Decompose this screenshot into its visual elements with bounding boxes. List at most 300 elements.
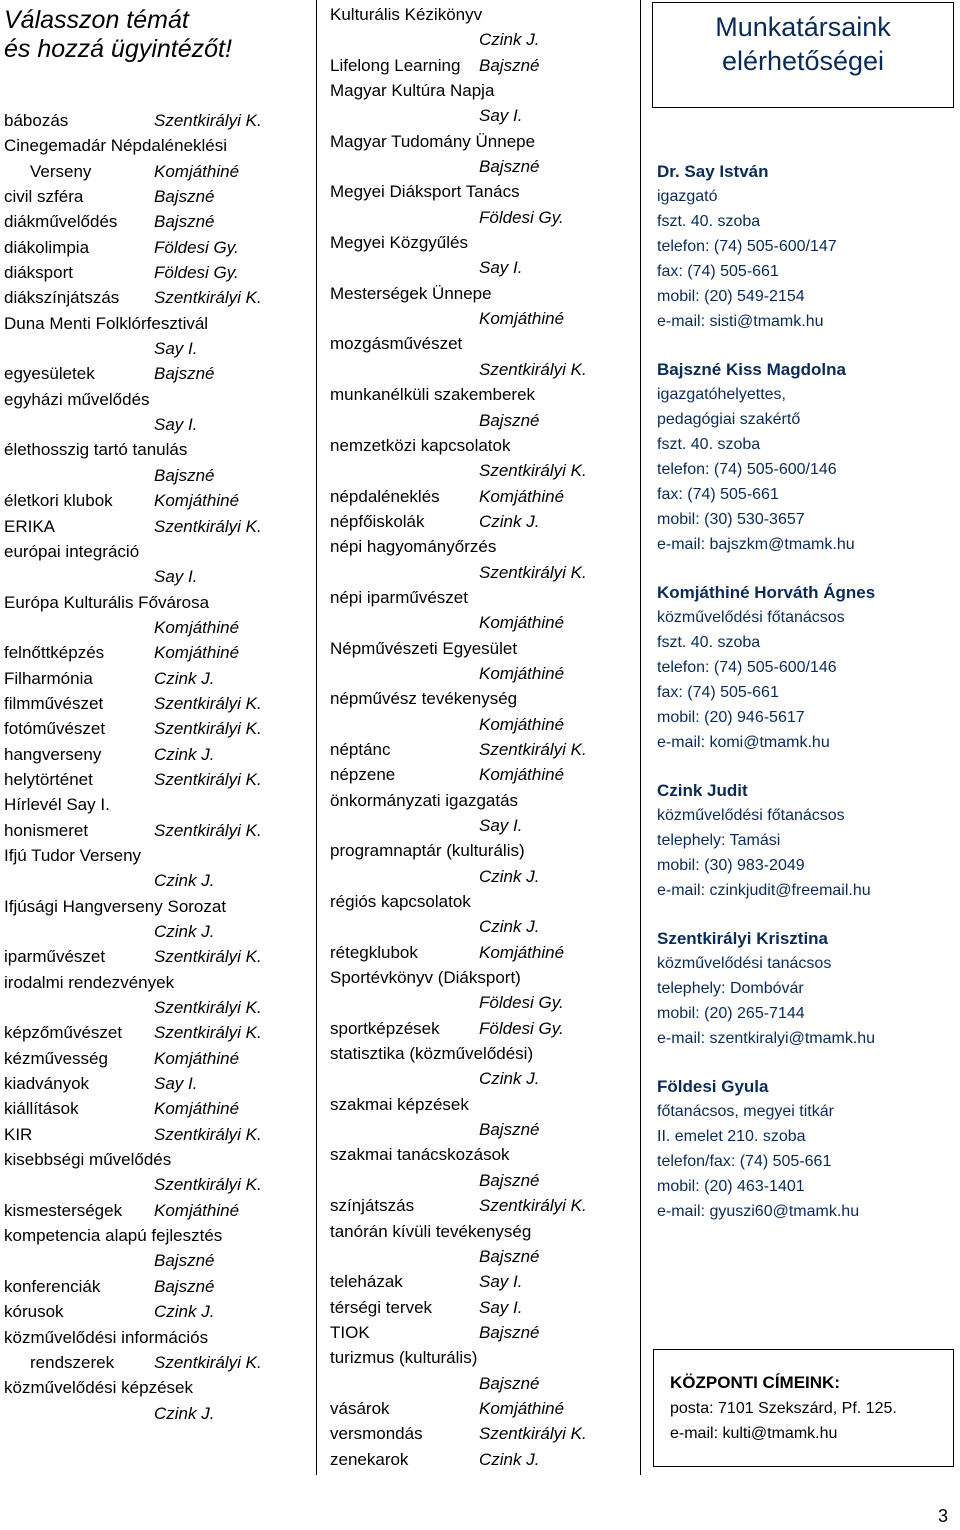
topic-row — [4, 1299, 310, 1324]
contact-person-name: Czink J. — [154, 668, 215, 688]
topic-row — [4, 1223, 310, 1248]
contact-person-name: Czink J. — [154, 744, 215, 764]
topic-row — [330, 2, 630, 27]
contact-detail: e-mail: czinkjudit@freemail.hu — [657, 882, 871, 899]
contact-person-name: Földesi Gy. — [479, 1018, 564, 1038]
topic-label: zenekarok — [330, 1449, 409, 1469]
topic-row — [330, 661, 630, 686]
contact-person-name: Földesi Gy. — [479, 207, 564, 227]
contact-person-name: Say I. — [479, 1297, 523, 1317]
topic-label: konferenciák — [4, 1276, 101, 1296]
topic-row — [330, 1396, 630, 1421]
contact-detail: e-mail: bajszkm@tmamk.hu — [657, 536, 855, 553]
contact-detail: telefon: (74) 505-600/147 — [657, 238, 837, 255]
contact-person-name: Komjáthiné — [479, 942, 565, 962]
topic-row — [4, 1401, 310, 1426]
topic-label: szakmai tanácskozások — [330, 1145, 510, 1165]
contact-detail: mobil: (20) 946-5617 — [657, 709, 805, 726]
topic-row — [330, 1041, 630, 1066]
topic-label: ERIKA — [4, 516, 56, 536]
contact-detail: fszt. 40. szoba — [657, 634, 761, 651]
topic-label: Hírlevél Say I. — [4, 795, 110, 815]
topic-label: Megyei Közgyűlés — [330, 233, 468, 253]
topic-row — [4, 463, 310, 488]
topic-row — [4, 539, 310, 564]
topic-row — [330, 940, 630, 965]
topic-row — [4, 133, 310, 158]
contact-person-name: Komjáthiné — [479, 486, 565, 506]
contact-person-name: Szentkirályi K. — [154, 516, 262, 536]
contact-person-name: Szentkirályi K. — [154, 998, 262, 1018]
contact-person-name: Say I. — [154, 415, 198, 435]
topic-label: sportképzések — [330, 1018, 440, 1038]
topic-row — [4, 336, 310, 361]
contact-person-name: Szentkirályi K. — [479, 739, 587, 759]
topic-row — [330, 1371, 630, 1396]
topic-row — [330, 484, 630, 509]
topic-row — [330, 1295, 630, 1320]
topic-row — [4, 209, 310, 234]
topic-row — [330, 103, 630, 128]
topic-row — [330, 813, 630, 838]
contact-person-name: Bajszné — [479, 1246, 540, 1266]
staff-heading-box — [652, 2, 954, 108]
contact-person-name: Bajszné — [154, 212, 215, 232]
topic-row — [330, 1320, 630, 1345]
topic-label: kisebbségi művelődés — [4, 1150, 172, 1170]
contact-person-name: Bajszné — [154, 465, 215, 485]
topic-row — [4, 387, 310, 412]
topic-row — [4, 1071, 310, 1096]
contact-person-name: Czink J. — [154, 1302, 215, 1322]
topic-row — [4, 1375, 310, 1400]
topic-row — [4, 437, 310, 462]
contact-detail: mobil: (20) 549-2154 — [657, 288, 805, 305]
topic-label: teleházak — [330, 1272, 403, 1292]
topic-label: programnaptár (kulturális) — [330, 841, 525, 861]
contact-detail: e-mail: gyuszi60@tmamk.hu — [657, 1203, 860, 1220]
staff-heading-line1: Munkatársaink — [715, 12, 891, 42]
topic-row — [330, 914, 630, 939]
topic-column-middle — [330, 0, 630, 1472]
topic-label: hangverseny — [4, 744, 102, 764]
contact-person-name: Komjáthiné — [479, 765, 565, 785]
contact-detail: telefon: (74) 505-600/146 — [657, 461, 837, 478]
contact-person-name: Komjáthiné — [154, 1200, 240, 1220]
topic-row — [330, 990, 630, 1015]
contact-detail: mobil: (20) 463-1401 — [657, 1178, 805, 1195]
topic-row — [330, 534, 630, 559]
contact-person-name: Földesi Gy. — [154, 263, 239, 283]
topic-row — [330, 610, 630, 635]
topic-label: Népművészeti Egyesület — [330, 638, 518, 658]
contact-detail: igazgató — [657, 188, 718, 205]
topic-row — [4, 488, 310, 513]
contact-detail: mobil: (20) 265-7144 — [657, 1005, 805, 1022]
column-divider-right — [640, 0, 641, 1475]
topic-row — [4, 1248, 310, 1273]
contact-detail: e-mail: sisti@tmamk.hu — [657, 313, 824, 330]
topic-label: nemzetközi kapcsolatok — [330, 435, 511, 455]
contact-person-name: Czink J. — [154, 922, 215, 941]
topic-row — [4, 767, 310, 792]
contact-person-name: Komjáthiné — [154, 617, 240, 637]
topic-row — [330, 1092, 630, 1117]
contact-person-name: Szentkirályi K. — [154, 1124, 262, 1144]
topic-label: civil szféra — [4, 187, 84, 207]
topic-label: népművész tevékenység — [330, 689, 518, 709]
contact-person-name: Szentkirályi K. — [154, 1175, 262, 1195]
topic-label: honismeret — [4, 820, 89, 840]
topic-row — [4, 1046, 310, 1071]
topic-row — [4, 716, 310, 741]
central-email: e-mail: kulti@tmamk.hu — [670, 1425, 838, 1442]
topic-row — [330, 1244, 630, 1269]
topic-row — [330, 179, 630, 204]
topic-label: Ifjú Tudor Verseny — [4, 845, 142, 865]
central-address-box — [653, 1349, 954, 1467]
topic-row — [330, 281, 630, 306]
page-title-line1: Válasszon témát — [4, 6, 189, 34]
topic-label: Mesterségek Ünnepe — [330, 283, 492, 303]
topic-label: Lifelong Learning — [330, 55, 461, 75]
topic-label: közművelődési képzések — [4, 1378, 193, 1398]
topic-label: diáksport — [4, 263, 73, 283]
contact-person-name: Szentkirályi K. — [154, 693, 262, 713]
topic-row — [330, 1016, 630, 1041]
topic-label: népi hagyományőrzés — [330, 537, 497, 557]
topic-row — [330, 560, 630, 585]
topic-row — [4, 742, 310, 767]
topic-label: szakmai képzések — [330, 1094, 469, 1114]
topic-row — [330, 129, 630, 154]
page-title — [4, 6, 310, 64]
contact-person-name: Say I. — [479, 816, 523, 835]
contact-name: Czink Judit — [657, 781, 748, 800]
topic-row — [330, 1142, 630, 1167]
topic-list-left — [4, 108, 310, 1426]
contact-person-name: Szentkirályi K. — [154, 769, 262, 789]
contact-person-name: Say I. — [479, 1272, 523, 1292]
topic-label: kismesterségek — [4, 1200, 123, 1220]
topic-label: Kulturális Kézikönyv — [330, 5, 483, 24]
contact-person-name: Komjáthiné — [479, 1398, 565, 1418]
contact-person-name: Czink J. — [479, 1449, 540, 1469]
contact-detail: fax: (74) 505-661 — [657, 684, 779, 701]
contact-card — [657, 926, 957, 1051]
topic-row — [4, 691, 310, 716]
contact-person-name: Szentkirályi K. — [154, 111, 262, 130]
topic-row — [4, 970, 310, 995]
topic-label: európai integráció — [4, 541, 140, 561]
contact-person-name: Czink J. — [154, 871, 215, 891]
topic-label: kézművesség — [4, 1048, 108, 1068]
contact-detail: e-mail: szentkiralyi@tmamk.hu — [657, 1030, 876, 1047]
topic-label: kiadványok — [4, 1074, 90, 1094]
topic-row — [330, 1168, 630, 1193]
contact-name: Komjáthiné Horváth Ágnes — [657, 583, 876, 602]
contact-person-name: Say I. — [479, 258, 523, 278]
contact-detail: fax: (74) 505-661 — [657, 486, 779, 503]
topic-row — [4, 868, 310, 893]
topic-row — [330, 331, 630, 356]
topic-label: régiós kapcsolatok — [330, 892, 471, 912]
topic-row — [330, 1269, 630, 1294]
topic-row — [4, 1147, 310, 1172]
topic-label: iparművészet — [4, 947, 106, 967]
contact-detail: főtanácsos, megyei titkár — [657, 1103, 834, 1120]
contact-person-name: Szentkirályi K. — [154, 947, 262, 967]
contact-person-name: Bajszné — [479, 410, 540, 430]
contact-person-name: Szentkirályi K. — [154, 288, 262, 308]
topic-label: népzene — [330, 765, 396, 785]
topic-row — [330, 1219, 630, 1244]
topic-row — [4, 260, 310, 285]
contact-person-name: Say I. — [154, 1074, 198, 1094]
contact-person-name: Szentkirályi K. — [154, 719, 262, 739]
topic-label: TIOK — [330, 1322, 370, 1342]
topic-row — [4, 666, 310, 691]
topic-row — [330, 306, 630, 331]
contact-person-name: Komjáthiné — [479, 309, 565, 329]
topic-label: diákolimpia — [4, 237, 90, 257]
topic-row — [330, 1345, 630, 1370]
topic-label: Megyei Diáksport Tanács — [330, 182, 520, 202]
topic-row — [330, 585, 630, 610]
topic-row — [330, 712, 630, 737]
contact-person-name: Komjáthiné — [154, 1048, 240, 1068]
contact-detail: fszt. 40. szoba — [657, 213, 761, 230]
topic-label: irodalmi rendezvények — [4, 972, 175, 992]
topic-row — [330, 864, 630, 889]
staff-heading-line2: elérhetőségei — [721, 46, 885, 76]
page-title-line2: és hozzá ügyintézőt! — [4, 35, 232, 63]
topic-label: versmondás — [330, 1424, 423, 1444]
contact-person-name: Bajszné — [154, 364, 215, 384]
topic-row — [4, 1096, 310, 1121]
topic-row — [330, 737, 630, 762]
topic-row — [4, 564, 310, 589]
contact-detail: II. emelet 210. szoba — [657, 1128, 806, 1145]
topic-label: néptánc — [330, 739, 391, 759]
contact-name: Földesi Gyula — [657, 1077, 769, 1096]
topic-row — [330, 27, 630, 52]
topic-row — [330, 433, 630, 458]
topic-label: népi iparművészet — [330, 587, 468, 607]
topic-label: Magyar Kultúra Napja — [330, 81, 495, 101]
topic-label: bábozás — [4, 111, 69, 130]
contact-person-name: Bajszné — [479, 1170, 540, 1190]
contact-person-name: Czink J. — [154, 1403, 215, 1423]
topic-row — [4, 361, 310, 386]
contact-person-name: Say I. — [479, 106, 523, 126]
topic-label: munkanélküli szakemberek — [330, 385, 536, 405]
topic-label: diákművelődés — [4, 212, 118, 232]
topic-row — [330, 889, 630, 914]
topic-row — [4, 1350, 310, 1375]
contact-card — [657, 580, 957, 755]
contact-person-name: Czink J. — [479, 866, 540, 886]
topic-row — [330, 762, 630, 787]
topic-label: rendszerek — [30, 1352, 115, 1372]
contact-person-name: Komjáthiné — [154, 161, 240, 181]
topic-label: kórusok — [4, 1302, 64, 1322]
contact-person-name: Szentkirályi K. — [154, 1352, 262, 1372]
topic-label: diákszínjátszás — [4, 288, 120, 308]
contact-card — [657, 1074, 957, 1224]
topic-label: mozgásművészet — [330, 334, 463, 354]
contact-person-name: Bajszné — [154, 187, 215, 207]
contact-person-name: Szentkirályi K. — [479, 1196, 587, 1216]
topic-row — [4, 919, 310, 944]
topic-label: helytörténet — [4, 769, 93, 789]
topic-row — [4, 818, 310, 843]
central-post-address: posta: 7101 Szekszárd, Pf. 125. — [670, 1400, 897, 1417]
topic-row — [4, 1325, 310, 1350]
topic-row — [4, 640, 310, 665]
topic-row — [4, 311, 310, 336]
topic-row — [4, 159, 310, 184]
topic-row — [4, 590, 310, 615]
topic-label: Ifjúsági Hangverseny Sorozat — [4, 896, 227, 916]
contact-card — [657, 159, 957, 334]
contact-name: Dr. Say István — [657, 162, 769, 181]
topic-label: statisztika (közművelődési) — [330, 1044, 534, 1064]
topic-label: Sportévkönyv (Diáksport) — [330, 968, 521, 988]
contact-detail: fszt. 40. szoba — [657, 436, 761, 453]
topic-label: egyesületek — [4, 364, 95, 384]
topic-row — [4, 843, 310, 868]
topic-label: térségi tervek — [330, 1297, 433, 1317]
contact-detail: telefon: (74) 505-600/146 — [657, 659, 837, 676]
contact-person-name: Bajszné — [154, 1276, 215, 1296]
topic-row — [330, 509, 630, 534]
topic-row — [4, 995, 310, 1020]
topic-row — [4, 1020, 310, 1045]
contact-person-name: Földesi Gy. — [479, 993, 564, 1013]
contact-person-name: Czink J. — [479, 1069, 540, 1089]
topic-row — [330, 788, 630, 813]
topic-row — [4, 615, 310, 640]
topic-row — [330, 255, 630, 280]
contact-person-name: Földesi Gy. — [154, 237, 239, 257]
contact-person-name: Szentkirályi K. — [479, 562, 587, 582]
contact-detail: közművelődési főtanácsos — [657, 807, 845, 824]
contact-person-name: Komjáthiné — [154, 491, 240, 511]
contact-detail: mobil: (30) 983-2049 — [657, 857, 805, 874]
topic-label: Duna Menti Folklórfesztivál — [4, 313, 209, 333]
topic-row — [4, 1122, 310, 1147]
topic-row — [330, 1066, 630, 1091]
topic-label: népfőiskolák — [330, 511, 425, 531]
topic-row — [330, 230, 630, 255]
contact-person-name: Komjáthiné — [154, 1099, 240, 1119]
contact-person-name: Szentkirályi K. — [479, 359, 587, 379]
topic-label: életkori klubok — [4, 491, 113, 511]
contact-detail: telephely: Tamási — [657, 832, 781, 849]
contact-person-name: Say I. — [154, 567, 198, 587]
topic-label: Magyar Tudomány Ünnepe — [330, 131, 536, 151]
contact-detail: e-mail: komi@tmamk.hu — [657, 734, 830, 751]
topic-label: élethosszig tartó tanulás — [4, 440, 188, 460]
topic-row — [330, 205, 630, 230]
topic-row — [330, 1193, 630, 1218]
contact-person-name: Bajszné — [479, 55, 540, 75]
contact-person-name: Bajszné — [479, 157, 540, 177]
topic-label: önkormányzati igazgatás — [330, 790, 519, 810]
contact-person-name: Bajszné — [479, 1322, 540, 1342]
contact-person-name: Szentkirályi K. — [479, 461, 587, 481]
central-address-heading: KÖZPONTI CÍMEINK: — [670, 1373, 840, 1392]
topic-row — [330, 1447, 630, 1472]
contact-person-name: Komjáthiné — [154, 643, 240, 663]
topic-label: tanórán kívüli tevékenység — [330, 1221, 532, 1241]
page-number: 3 — [938, 1506, 949, 1526]
contact-detail: közművelődési főtanácsos — [657, 609, 845, 626]
topic-row — [330, 154, 630, 179]
topic-row — [330, 1117, 630, 1142]
topic-row — [330, 408, 630, 433]
contact-person-name: Komjáthiné — [479, 613, 565, 633]
topic-label: színjátszás — [330, 1196, 415, 1216]
contact-card — [657, 357, 957, 557]
contact-person-name: Szentkirályi K. — [154, 1023, 262, 1043]
contact-name: Bajszné Kiss Magdolna — [657, 360, 846, 379]
contact-person-name: Szentkirályi K. — [154, 820, 262, 840]
topic-label: kompetencia alapú fejlesztés — [4, 1226, 223, 1246]
topic-row — [330, 78, 630, 103]
topic-label: felnőttképzés — [4, 643, 105, 663]
topic-label: egyházi művelődés — [4, 389, 150, 409]
contact-detail: igazgatóhelyettes, — [657, 386, 786, 403]
topic-row — [4, 1274, 310, 1299]
topic-row — [4, 412, 310, 437]
topic-row — [4, 108, 310, 133]
topic-label: Verseny — [30, 161, 92, 181]
topic-row — [330, 1421, 630, 1446]
contact-person-name: Bajszné — [154, 1251, 215, 1271]
topic-label: vásárok — [330, 1398, 390, 1418]
topic-row — [4, 235, 310, 260]
topic-row — [4, 792, 310, 817]
contact-person-name: Bajszné — [479, 1373, 540, 1393]
topic-row — [330, 636, 630, 661]
topic-label: Filharmónia — [4, 668, 93, 688]
topic-label: képzőművészet — [4, 1023, 123, 1043]
topic-column-left — [4, 0, 310, 1426]
contact-detail: telefon/fax: (74) 505-661 — [657, 1153, 832, 1170]
topic-row — [4, 944, 310, 969]
topic-row — [330, 458, 630, 483]
contact-person-name: Komjáthiné — [479, 663, 565, 683]
contact-person-name: Czink J. — [479, 511, 540, 531]
contact-detail: fax: (74) 505-661 — [657, 263, 779, 280]
contact-person-name: Czink J. — [479, 917, 540, 937]
column-divider-left — [316, 0, 317, 1475]
contact-person-name: Komjáthiné — [479, 714, 565, 734]
contact-person-name: Czink J. — [479, 30, 540, 50]
contact-detail: mobil: (30) 530-3657 — [657, 511, 805, 528]
contact-card — [657, 778, 957, 903]
contact-person-name: Bajszné — [479, 1120, 540, 1140]
topic-label: népdaléneklés — [330, 486, 440, 506]
topic-row — [330, 686, 630, 711]
contact-person-name: Say I. — [154, 339, 198, 359]
contact-detail: pedagógiai szakértő — [657, 411, 801, 428]
topic-label: KIR — [4, 1124, 33, 1144]
topic-row — [4, 514, 310, 539]
topic-row — [4, 1172, 310, 1197]
